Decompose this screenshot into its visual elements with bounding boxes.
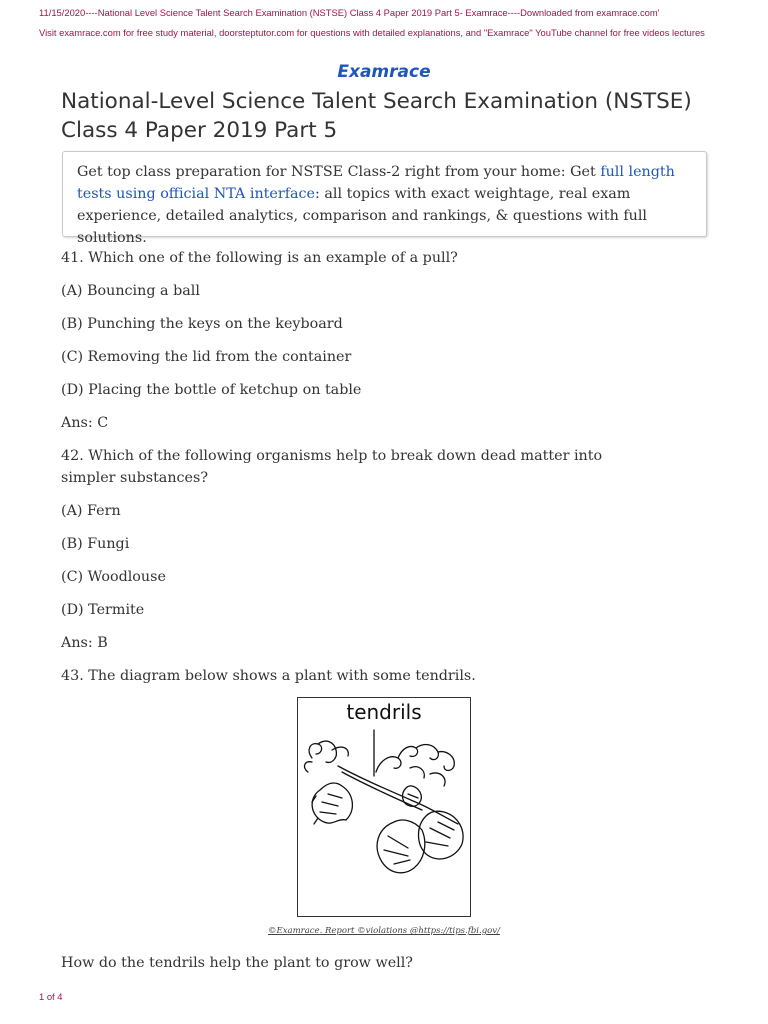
promo-box [62,151,707,246]
question-43-text: 43. The diagram below shows a plant with some tendrils. [61,668,476,684]
promo-text-after: : all topics with exact weightage, real exam experience, detailed analytics, comparison and rankings, & questions with full solutions. [77,186,647,246]
page-number: 1 of 4 [39,991,63,1002]
visit-note: Visit examrace.com for free study material, doorsteptutor.com for questions with detailed explanations, and "Examrace" YouTube channel for free videos lectures [39,27,705,38]
question-41-option-c: (C) Removing the lid from the container [61,349,352,365]
tendrils-label: tendrils [346,700,422,724]
question-42-option-a: (A) Fern [61,503,121,519]
full-length-tests-link[interactable]: full length tests using official NTA interface [77,164,675,202]
question-41-option-b: (B) Punching the keys on the keyboard [61,316,343,332]
question-42-answer: Ans: B [61,635,108,651]
question-42-option-b: (B) Fungi [61,536,130,552]
question-41-option-d: (D) Placing the bottle of ketchup on table [61,382,362,398]
question-42-option-c: (C) Woodlouse [61,569,166,585]
image-credit-link[interactable]: ©Examrace. Report ©violations @https://tips.fbi.gov/ [268,926,500,936]
question-list [61,247,661,687]
question-41-text: 41. Which one of the following is an example of a pull? [61,250,458,266]
brand-title: Examrace [337,62,431,82]
tendrils-diagram [297,697,471,917]
download-header: 11/15/2020----National Level Science Talent Search Examination (NSTSE) Class 4 Paper 2019 Part 5- Examrace----Downloaded from examrace.com' [39,7,660,18]
question-42-text: 42. Which of the following organisms help to break down dead matter into simpler substances? [61,448,603,486]
page-title: National-Level Science Talent Search Examination (NSTSE) Class 4 Paper 2019 Part 5 [61,89,692,143]
question-43-followup: How do the tendrils help the plant to grow well? [61,955,413,971]
plant-illustration [298,698,470,916]
question-41-answer: Ans: C [61,415,109,431]
promo-text-before: Get top class preparation for NSTSE Class-2 right from your home: Get [77,164,601,180]
question-41-option-a: (A) Bouncing a ball [61,283,200,299]
question-42-option-d: (D) Termite [61,602,145,618]
